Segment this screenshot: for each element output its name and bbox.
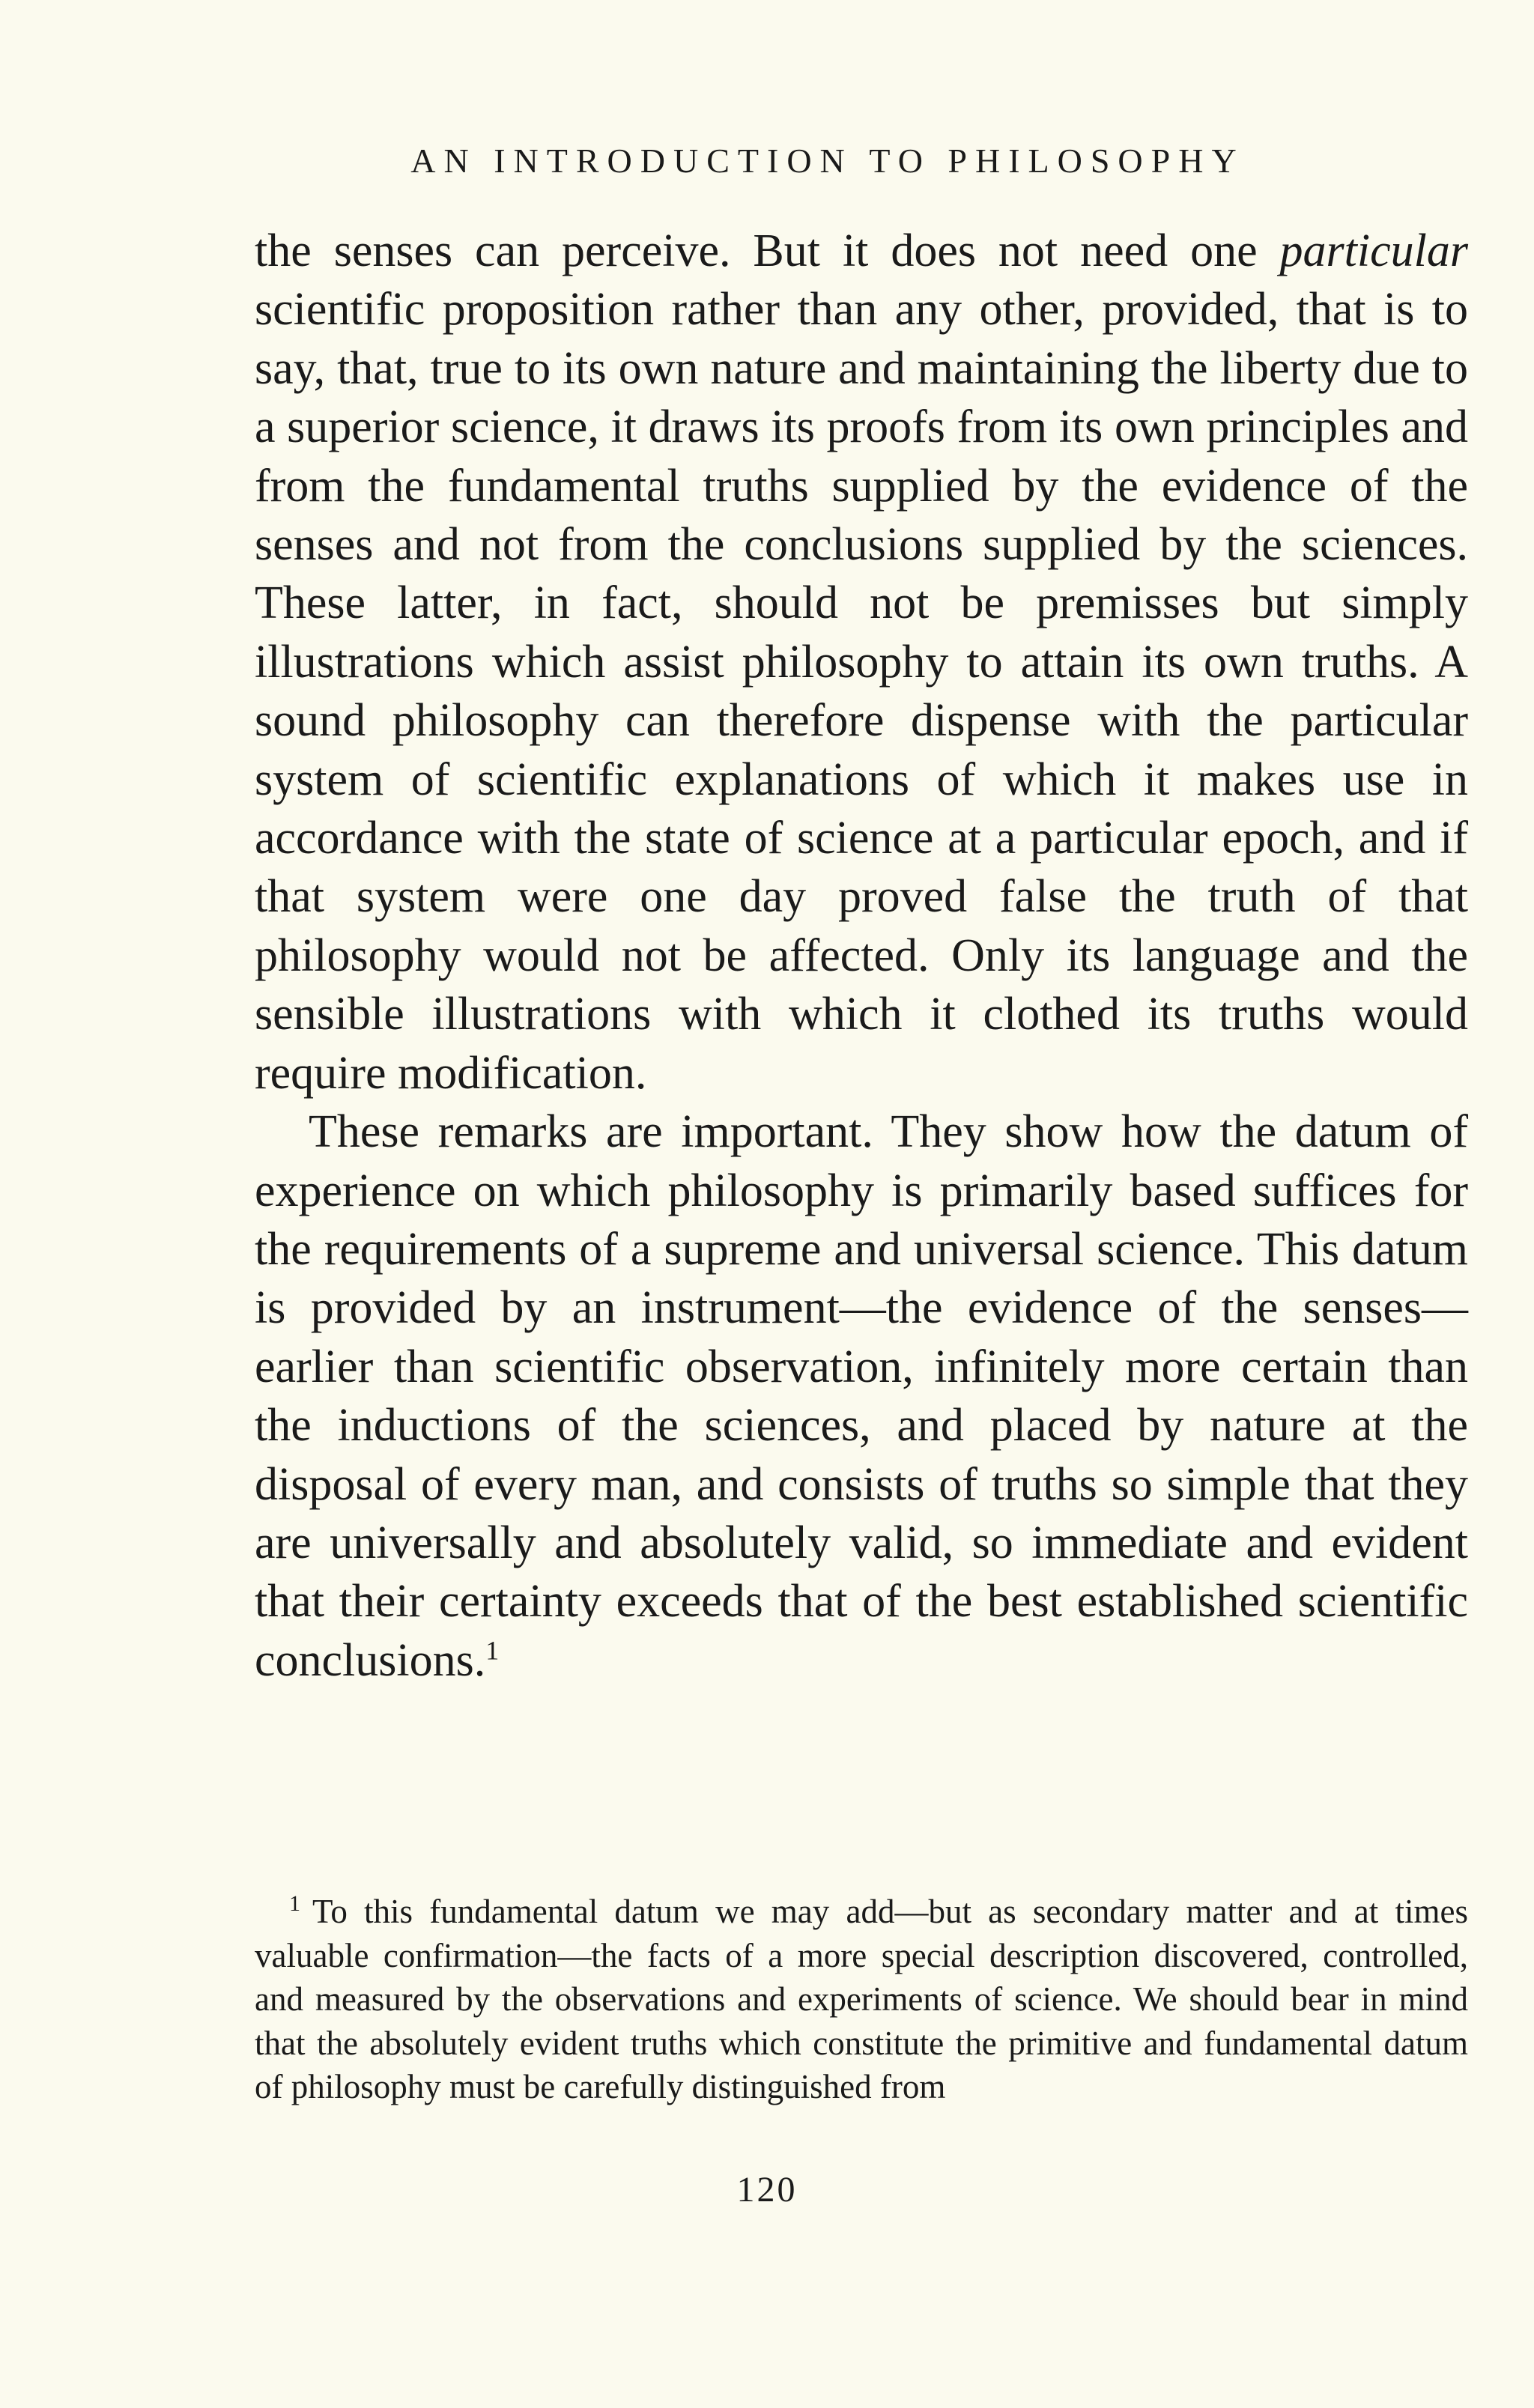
footnote-text: To this fundamental datum we may add—but as secondary matter and at times valuable confirmation—the facts of a more special description discovered, controlled, and measured by the observations and experiments of science. We should bear in mind that the absolutely evident truths which constitute the primitive and fundamental datum of philosophy must be carefully distinguished from: [255, 1893, 1468, 2106]
footnote-marker: 1: [289, 1891, 300, 1916]
running-head: AN INTRODUCTION TO PHILOSOPHY: [410, 142, 1245, 180]
paragraph-2-text: These remarks are important. They show how the datum of experience on which philosophy is primarily based suffices for the requirements of a supreme and universal science. This datum is provided by an instrument—the evidence of the senses—earlier than scientific observation, infinitely more certain than the inductions of the sciences, and placed by nature at the disposal of every man, and consists of truths so simple that they are universally and absolutely valid, so immediate and evident that their certainty exceeds that of the best established scientific conclusions.: [255, 1106, 1468, 1686]
page-number: 120: [736, 2170, 798, 2210]
footnote: [255, 1890, 1468, 2109]
paragraph-1-text-start: the senses can perceive. But it does not need one: [255, 225, 1280, 276]
paragraph-1-text-rest: scientific proposition rather than any other, provided, that is to say, that, true to its own nature and maintaining the liberty due to a superior science, it draws its proofs from its own principles and from the fundamental truths supplied by the evidence of the senses and not from the conclusions supplied by the sciences. These latter, in fact, should not be premisses but simply illustrations which assist philosophy to attain its own truths. A sound philosophy can therefore dispense with the particular system of scientific explanations of which it makes use in accordance with the state of science at a particular epoch, and if that system were one day proved false the truth of that philosophy would not be affected. Only its language and the sensible illustrations with which it clothed its truths would require modification.: [255, 284, 1468, 1099]
italic-word: particular: [1279, 225, 1468, 276]
paragraph-2: [255, 1103, 1468, 1690]
paragraph-1: [255, 222, 1468, 1103]
footnote-reference[interactable]: 1: [485, 1635, 500, 1666]
body-text: [255, 222, 1468, 1690]
